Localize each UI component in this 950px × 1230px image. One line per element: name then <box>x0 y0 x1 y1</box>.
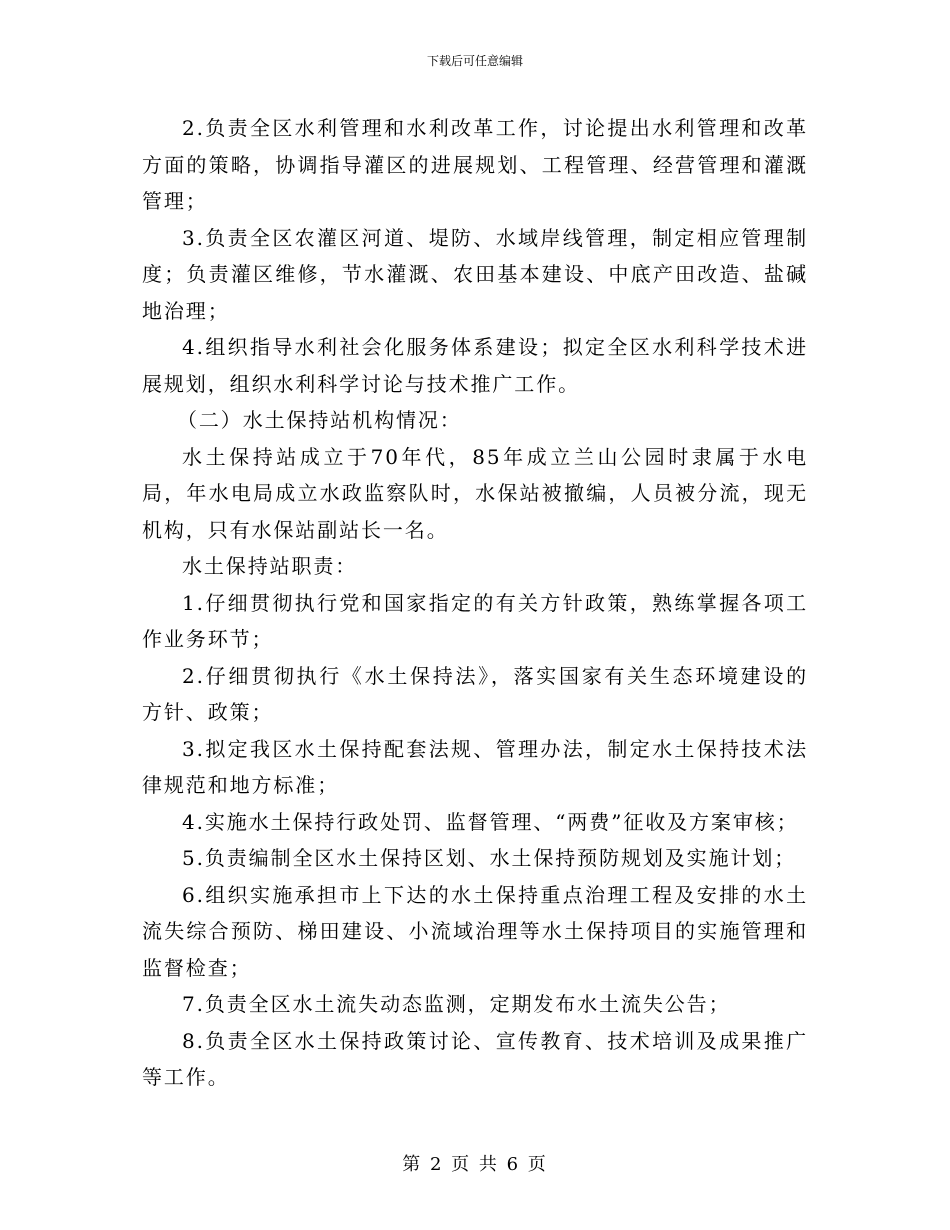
document-body <box>142 110 808 1096</box>
station-duty-8: 8.负责全区水土保持政策讨论、宣传教育、技术培训及成果推广等工作。 <box>142 1028 808 1089</box>
station-duty-7: 7.负责全区水土流失动态监测，定期发布水土流失公告； <box>182 992 731 1016</box>
station-duty-5: 5.负责编制全区水土保持区划、水土保持预防规划及实施计划； <box>182 846 797 870</box>
section-heading: （二）水土保持站机构情况： <box>177 408 462 432</box>
paragraph-duty-2: 2.负责全区水利管理和水利改革工作，讨论提出水利管理和改革方面的策略，协调指导灌区的进展规划、工程管理、经营管理和灌溉管理； <box>142 116 808 213</box>
paragraph-duty-4: 4.组织指导水利社会化服务体系建设；拟定全区水利科学技术进展规划，组织水利科学讨论与技术推广工作。 <box>142 335 808 396</box>
page-header: 下载后可任意编辑 <box>426 54 523 68</box>
station-duty-1: 1.仔细贯彻执行党和国家指定的有关方针政策，熟练掌握各项工作业务环节； <box>142 590 808 651</box>
station-duty-3: 3.拟定我区水土保持配套法规、管理办法，制定水土保持技术法律规范和地方标准； <box>142 736 808 797</box>
station-duty-4: 4.实施水土保持行政处罚、监督管理、“两费”征收及方案审核； <box>182 809 799 834</box>
station-duty-6: 6.组织实施承担市上下达的水土保持重点治理工程及安排的水土流失综合预防、梯田建设、小流域治理等水土保持项目的实施管理和监督检查； <box>142 882 808 980</box>
station-duties-heading: 水土保持站职责： <box>182 554 358 578</box>
station-duty-2: 2.仔细贯彻执行《水土保持法》，落实国家有关生态环境建设的方针、政策； <box>142 663 808 724</box>
page-number-footer: 第 2 页 共 6 页 <box>402 1154 548 1175</box>
paragraph-duty-3: 3.负责全区农灌区河道、堤防、水域岸线管理，制定相应管理制度；负责灌区维修，节水灌溉、农田基本建设、中底产田改造、盐碱地治理； <box>142 225 808 323</box>
paragraph-station-history: 水土保持站成立于70年代，85年成立兰山公园时隶属于水电局，年水电局成立水政监察队时，水保站被撤编，人员被分流，现无机构，只有水保站副站长一名。 <box>142 444 808 542</box>
